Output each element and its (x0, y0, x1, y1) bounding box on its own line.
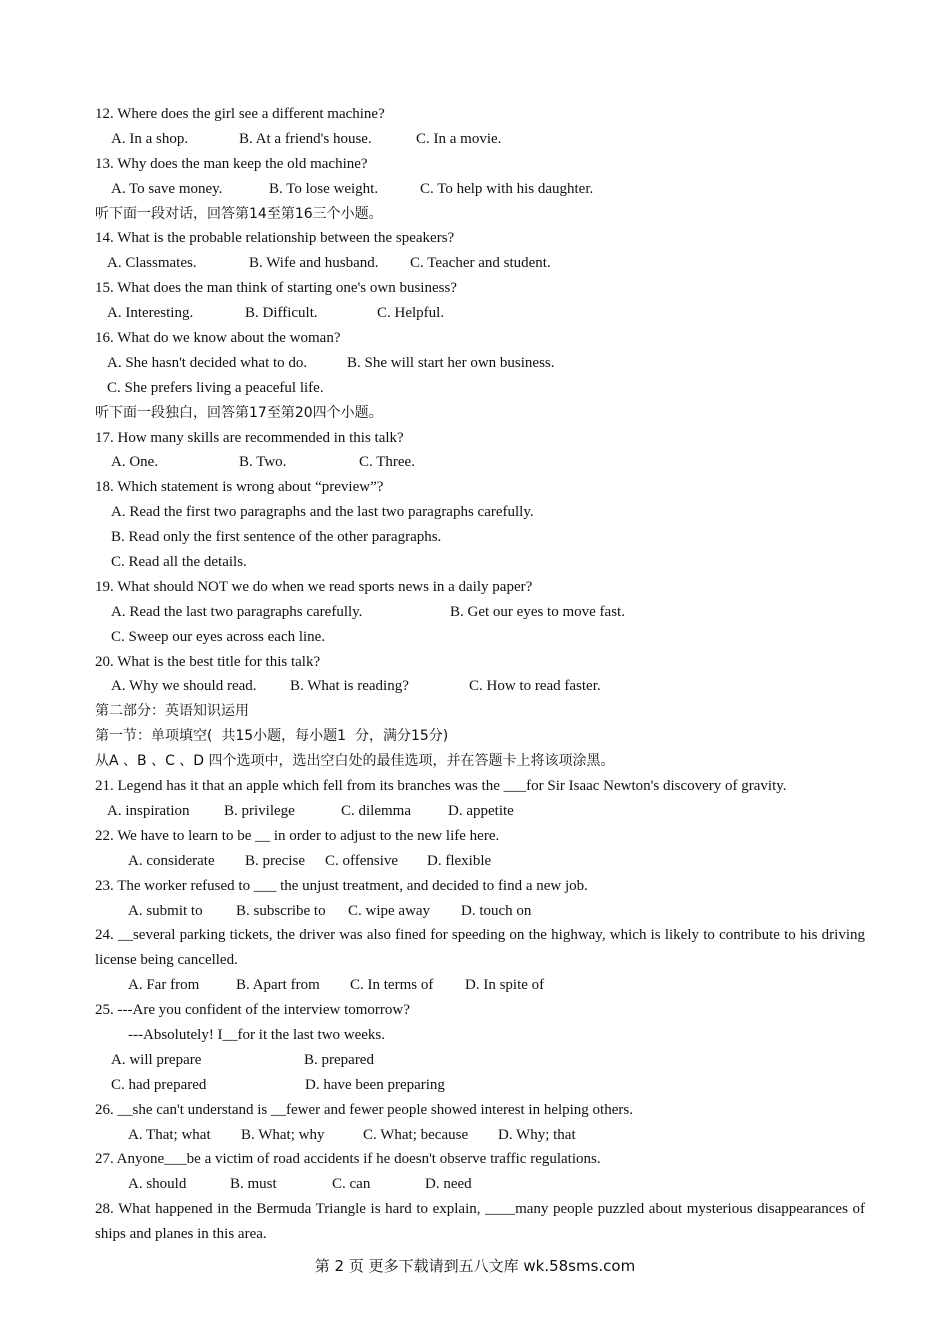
option-b: B. Wife and husband. (249, 255, 379, 272)
option-a: A. submit to (128, 902, 203, 919)
q20-options (95, 674, 865, 699)
q13-stem: 13. Why does the man keep the old machine? (95, 155, 368, 172)
q25-options-cd (95, 1073, 865, 1098)
option-b: B. What; why (241, 1126, 325, 1143)
option-d: D. need (425, 1176, 472, 1193)
option-c: C. How to read faster. (469, 678, 601, 695)
option-b: B. Two. (239, 454, 287, 471)
option-b: B. She will start her own business. (347, 354, 555, 371)
option-d: D. flexible (427, 852, 492, 869)
q19-stem: 19. What should NOT we do when we read sports news in a daily paper? (95, 578, 533, 595)
option-a: A. inspiration (107, 802, 190, 819)
q23-options (95, 899, 865, 924)
option-a: A. should (128, 1176, 187, 1193)
q16-stem: 16. What do we know about the woman? (95, 330, 341, 347)
q25-options-ab (95, 1048, 865, 1073)
option-a: A. Classmates. (107, 255, 197, 272)
q19-options-ab (95, 600, 865, 625)
option-a: A. considerate (128, 852, 215, 869)
option-c: C. wipe away (348, 902, 431, 919)
option-b: B. Get our eyes to move fast. (450, 603, 625, 620)
q26-stem: 26. __she can't understand is __fewer and fewer people showed interest in helping others. (95, 1101, 633, 1118)
option-a: A. Why we should read. (111, 678, 257, 695)
option-a: A. Read the last two paragraphs carefully. (111, 603, 363, 620)
q16-option-c: C. She prefers living a peaceful life. (107, 379, 324, 396)
option-d: D. appetite (448, 802, 514, 819)
q14-options (95, 251, 865, 276)
option-b: B. Difficult. (245, 305, 318, 322)
q28-stem: 28. What happened in the Bermuda Triangle is hard to explain, ____many people puzzled about mysterious disappearances of ships and planes in this area. (95, 1201, 865, 1243)
option-d: D. touch on (461, 902, 532, 919)
q26-options (95, 1123, 865, 1148)
q24-stem: 24. __several parking tickets, the driver was also fined for speeding on the highway, which is likely to contribute to his driving license being cancelled. (95, 927, 865, 969)
section-one-instruction: 从A 、B 、C 、D 四个选项中，选出空白处的最佳选项，并在答题卡上将该项涂黑。 (95, 753, 615, 770)
option-c: C. Helpful. (377, 305, 445, 322)
q12-stem: 12. Where does the girl see a different machine? (95, 106, 385, 122)
option-b: B. Apart from (236, 977, 320, 994)
option-c: C. dilemma (341, 802, 411, 819)
option-b: B. prepared (304, 1051, 374, 1068)
q25-reply: ---Absolutely! I__for it the last two weeks. (128, 1026, 386, 1043)
option-a: A. One. (111, 454, 159, 471)
option-a: A. Interesting. (107, 305, 194, 322)
q24-options (95, 973, 865, 998)
page-footer: 第 2 页 更多下载请到五八文库 wk.58sms.com (314, 1257, 636, 1275)
option-b: B. must (230, 1176, 277, 1193)
option-c: C. can (332, 1176, 371, 1193)
option-d: D. In spite of (465, 977, 545, 994)
q18-option-b: B. Read only the first sentence of the other paragraphs. (111, 529, 442, 546)
q15-options (95, 301, 865, 326)
option-a: A. In a shop. (111, 130, 189, 147)
q18-option-a: A. Read the first two paragraphs and the last two paragraphs carefully. (111, 504, 534, 521)
q13-options (95, 177, 865, 202)
q21-options (95, 799, 865, 824)
section-one-heading: 第一节：单项填空( 共15小题，每小题1 分，满分15分) (95, 728, 449, 745)
option-c: C. What; because (363, 1126, 469, 1143)
q19-option-c: C. Sweep our eyes across each line. (111, 628, 326, 645)
option-a: A. She hasn't decided what to do. (107, 354, 308, 371)
option-c: C. offensive (325, 852, 399, 869)
option-a: A. To save money. (111, 180, 223, 197)
option-a: A. That; what (128, 1126, 211, 1143)
listening-instruction-14-16: 听下面一段对话，回答第14至第16三个小题。 (95, 205, 383, 222)
option-c: C. To help with his daughter. (420, 180, 594, 197)
q18-stem: 18. Which statement is wrong about “preview”? (95, 479, 384, 496)
q17-options (95, 450, 865, 475)
option-d: D. Why; that (498, 1126, 576, 1143)
option-b: B. privilege (224, 802, 295, 819)
option-c: C. Three. (359, 454, 415, 471)
option-c: C. had prepared (111, 1076, 207, 1093)
option-a: A. Far from (128, 977, 200, 994)
q22-stem: 22. We have to learn to be __ in order to adjust to the new life here. (95, 827, 500, 844)
q18-option-c: C. Read all the details. (111, 554, 247, 571)
q21-stem: 21. Legend has it that an apple which fell from its branches was the ___for Sir Isaac Newton's discovery of gravity. (95, 778, 787, 795)
option-b: B. subscribe to (236, 902, 326, 919)
q16-options-ab (95, 351, 865, 376)
option-c: C. Teacher and student. (410, 255, 551, 272)
option-c: C. In a movie. (416, 130, 502, 147)
q22-options (95, 849, 865, 874)
q23-stem: 23. The worker refused to ___ the unjust treatment, and decided to find a new job. (95, 877, 588, 894)
q25-stem: 25. ---Are you confident of the interview tomorrow? (95, 1002, 410, 1019)
part-two-heading: 第二部分：英语知识运用 (95, 703, 249, 720)
q20-stem: 20. What is the best title for this talk? (95, 653, 321, 670)
q12-options (95, 127, 865, 152)
option-b: B. To lose weight. (269, 180, 379, 197)
option-b: B. precise (245, 852, 305, 869)
q27-options (95, 1172, 865, 1197)
q14-stem: 14. What is the probable relationship between the speakers? (95, 230, 455, 247)
page-content (95, 102, 865, 1247)
option-c: C. In terms of (350, 977, 434, 994)
listening-instruction-17-20: 听下面一段独白，回答第17至第20四个小题。 (95, 404, 383, 421)
option-b: B. What is reading? (290, 678, 409, 695)
q27-stem: 27. Anyone___be a victim of road accidents if he doesn't observe traffic regulations. (95, 1151, 601, 1168)
option-d: D. have been preparing (305, 1076, 445, 1093)
option-b: B. At a friend's house. (239, 130, 372, 147)
option-a: A. will prepare (111, 1051, 202, 1068)
q17-stem: 17. How many skills are recommended in this talk? (95, 429, 404, 446)
q15-stem: 15. What does the man think of starting one's own business? (95, 280, 457, 297)
